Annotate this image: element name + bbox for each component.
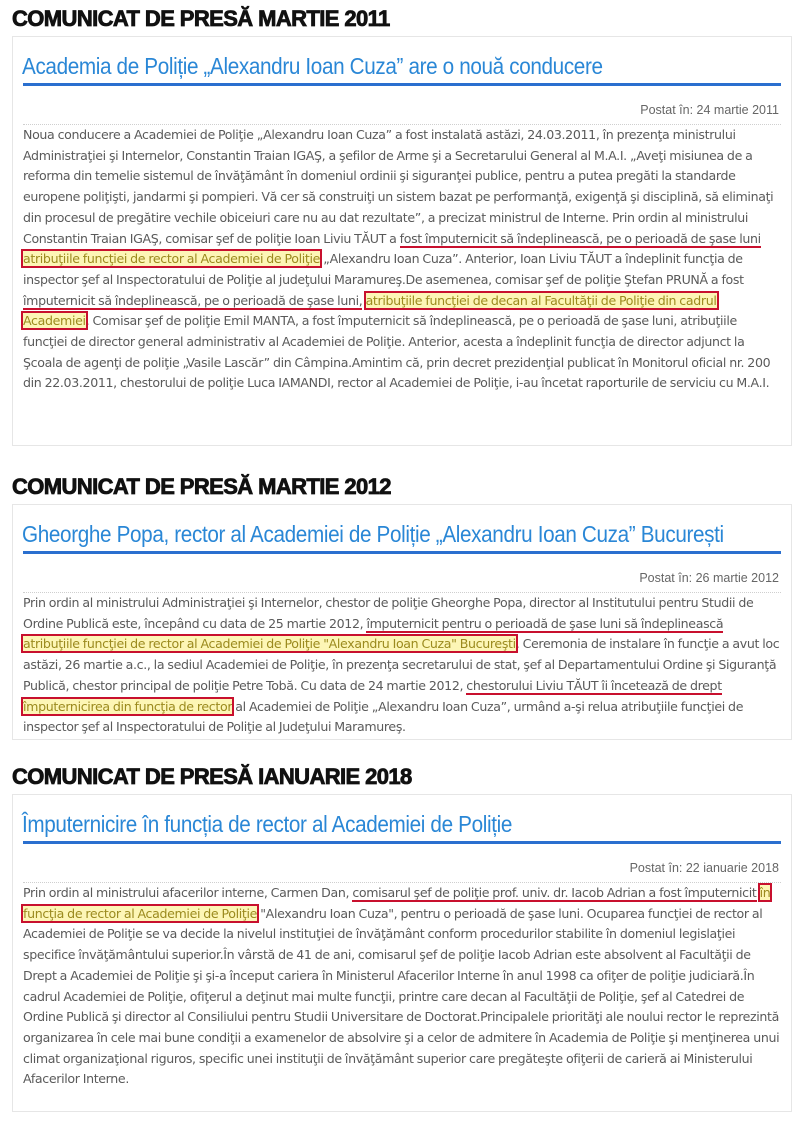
highlighted-text: atribuţiile funcţiei de rector al Academiei de Poliţie: [23, 251, 321, 267]
article-body: [13, 883, 791, 1090]
posted-date: Postat în: 26 martie 2012: [639, 571, 779, 585]
body-text-segment: . Comisar şef de poliţie Emil MANTA, a fost împuternicit să îndeplinească, pe o perioadă de şase luni, atribuţiile funcţiei de director general administrativ al Academiei de Poliţie. Anterior, acesta a îndeplinit funcţia de director adjunct la Şcoala de agenţi de poliţie „Vasile Lascăr” din Câmpina.Amintim că, prin decret prezidenţial publicat în Monitorul oficial nr. 200 din 22.03.2011, chestorului de poliţie Luca IAMANDI, rector al Academiei de Poliţie, i-au încetat raporturile de serviciu cu M.A.I.: [23, 313, 771, 391]
highlighted-text: atribuţiile funcţiei de decan al Facultăţii de Poliţie din cadrul Academiei: [23, 292, 717, 329]
body-text-segment: „Alexandru Ioan Cuza”. Anterior, Ioan Liviu TĂUT a îndeplinit funcţia de inspector şef al Inspectoratului de Poliţie al judeţului Maramureş.De asemenea, comisar şef de poliţie Ştefan PRUNĂ a fost: [23, 251, 744, 287]
article-body: [13, 125, 791, 394]
posted-date: Postat în: 24 martie 2011: [640, 103, 779, 117]
section-heading-2011: COMUNICAT DE PRESĂ MARTIE 2011: [12, 6, 390, 31]
underlined-text: chestorului Liviu TĂUT îi încetează de drept: [466, 677, 722, 693]
underlined-text: comisarul şef de poliţie prof. univ. dr. Iacob Adrian a fost împuternicit: [352, 885, 757, 900]
body-text-segment: "Alexandru Ioan Cuza", pentru o perioadă de şase luni. Ocuparea funcţiei de rector al Academiei de Poliţie se va decide la nivelul instituţiei de învăţământ conform procedurilor stabilite în domeniul legislaţiei specifice învăţământului superior.În vârstă de 41 de ani, comisarul şef de poliţie Iacob Adrian este absolvent al Facultăţii de Drept a Academiei de Poliţie şi şi-a început cariera în Ministerul Afacerilor Interne în anul 1998 ca ofiţer de poliţie judiciară.În cadrul Academiei de Poliţie, ofiţerul a deţinut mai multe funcţii, printre care decan al Facultăţii de Poliţie, şef al Catedrei de Ordine Publică şi director al Consiliului pentru Studii Universitare de Doctorat.Principalele priorităţi ale noului rector le reprezintă organizarea în cele mai bune condiţii a examenelor de absolvire şi a celor de admitere în Academia de Poliţie şi menţinerea unui climat organizaţional riguros, specific unei instituţii de învăţământ superior care pregăteşte ofiţerii de carieră ai Ministerului Afacerilor Interne.: [23, 905, 780, 1087]
press-release-card-2012: [12, 504, 792, 740]
section-heading-2018: COMUNICAT DE PRESĂ IANUARIE 2018: [12, 764, 412, 789]
highlighted-text: atribuţiile funcţiei de rector al Academiei de Poliţie "Alexandru Ioan Cuza" Bucureşti: [23, 636, 516, 652]
underlined-text: fost împuternicit să îndeplinească, pe o perioadă de şase luni: [399, 230, 761, 246]
body-text-segment: Noua conducere a Academiei de Poliţie „Alexandru Ioan Cuza” a fost instalată astăzi, 24.03.2011, în prezenţa ministrului Administraţiei şi Internelor, Constantin Traian IGAŞ, a şefilor de Arme şi a Secretarului General al M.A.I. „Aveţi misiunea de a reforma din temelie sistemul de învăţământ în domeniul ordinii şi siguranţei publice, pentru a putea pregăti la standarde europene poliţişti, jandarmi şi pompieri. Vă cer să construiţi un sistem bazat pe performanţă, exigenţă şi disciplină, să eliminaţi din procesul de pregătire vechile obiceiuri care nu au dat rezultate”, a precizat ministrul de Interne. Prin ordin al ministrului Constantin Traian IGAŞ, comisar şef de poliţie Ioan Liviu TĂUT a: [23, 127, 774, 246]
article-title[interactable]: Academia de Poliție „Alexandru Ioan Cuza” are o nouă conducere: [22, 53, 603, 79]
article-title[interactable]: Gheorghe Popa, rector al Academiei de Poliție „Alexandru Ioan Cuza” București: [22, 521, 724, 547]
body-text-segment: Prin ordin al ministrului afacerilor interne, Carmen Dan,: [23, 885, 353, 900]
highlighted-text: împuternicirea din funcţia de rector: [23, 698, 233, 714]
section-heading-2012: COMUNICAT DE PRESĂ MARTIE 2012: [12, 474, 391, 499]
article-title[interactable]: Împuternicire în funcția de rector al Academiei de Poliție: [22, 811, 512, 837]
body-text-segment: . Ceremonia de instalare în funcţie a avut loc astăzi, 26 martie a.c., la sediul Academiei de Poliţie, în prezenţa secretarului de stat, şef al Departamentului Ordine şi Siguranţă Publică, chestor principal de poliţie Petre Tobă. Cu data de 24 martie 2012,: [23, 636, 780, 693]
body-text-segment: al Academiei de Poliţie „Alexandru Ioan Cuza”, urmând a-şi relua atribuţiile funcţiei de inspector şef al Inspectoratului de Poliţie al Judeţului Maramureş.: [23, 698, 744, 735]
body-text-segment: Prin ordin al ministrului Administraţiei şi Internelor, chestor de poliţie Gheorghe Popa, director al Institutului pentru Studii de Ordine Publică este, începând cu data de 25 martie 2012,: [23, 595, 754, 631]
highlighted-text: în funcţia de rector al Academiei de Poliţie: [23, 885, 771, 921]
press-release-card-2018: [12, 794, 792, 1112]
press-release-card-2011: [12, 36, 792, 446]
posted-date: Postat în: 22 ianuarie 2018: [629, 861, 779, 875]
underlined-text: împuternicit pentru o perioadă de şase luni să îndeplinească: [366, 615, 724, 631]
underlined-text: împuternicit să îndeplinească, pe o perioadă de şase luni,: [23, 292, 363, 308]
article-body: [13, 593, 791, 738]
